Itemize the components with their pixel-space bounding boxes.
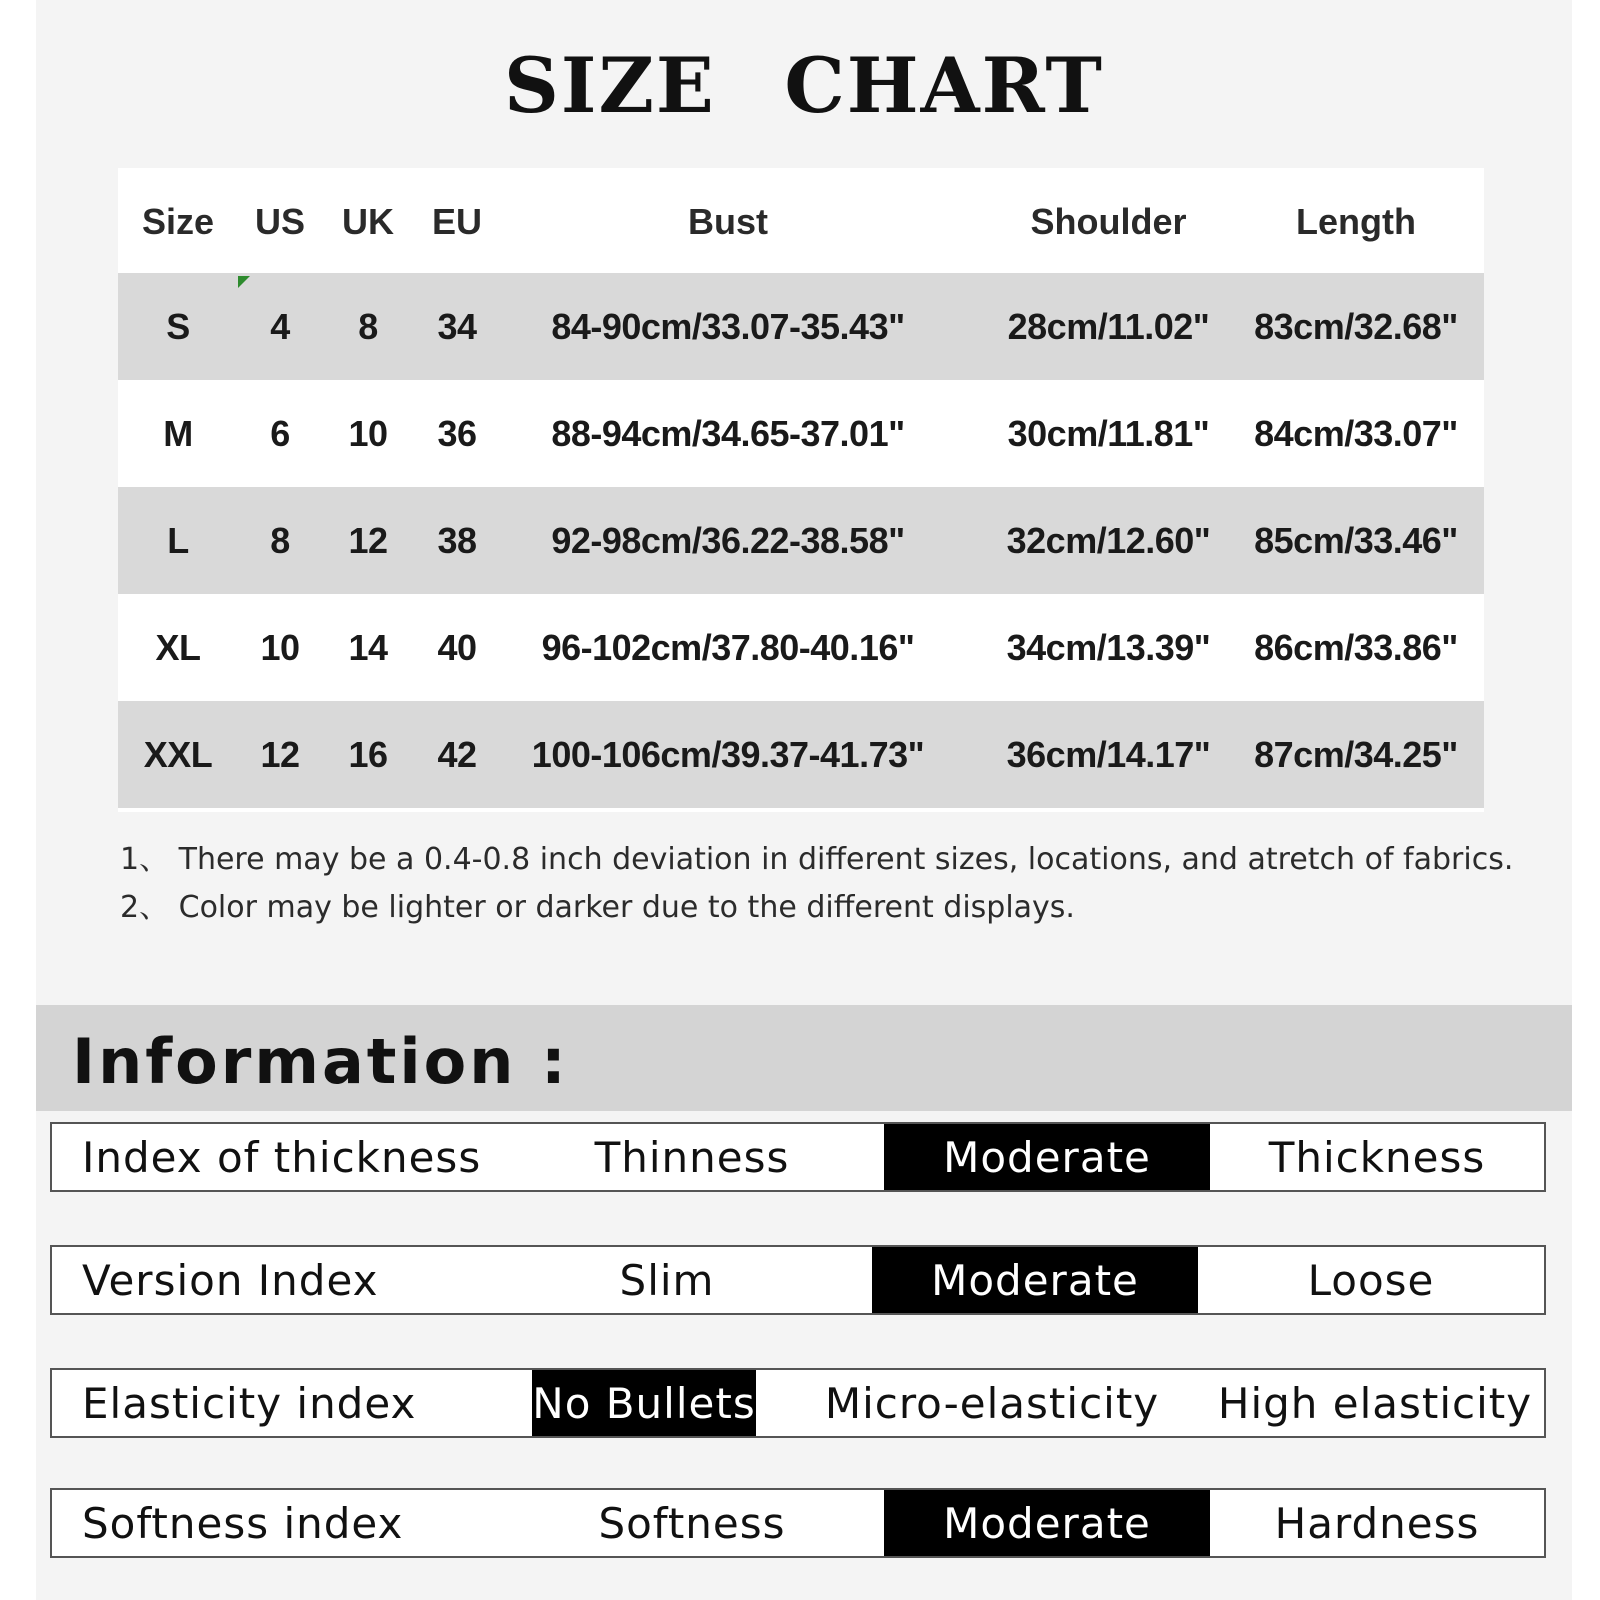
cell-eu: 42	[437, 733, 477, 775]
cell-eu: 38	[437, 519, 477, 561]
info-option: Hardness	[1274, 1498, 1480, 1548]
cell-length: 83cm/32.68"	[1254, 305, 1458, 347]
size-chart-title: SIZE CHART	[504, 41, 1104, 130]
cell-us: 12	[260, 733, 300, 775]
cell-uk: 12	[348, 519, 388, 561]
cell-bust: 100-106cm/39.37-41.73"	[531, 733, 925, 775]
table-header-row	[118, 168, 1484, 275]
info-option-selected: Moderate	[872, 1247, 1198, 1313]
header-length: Length	[1296, 200, 1416, 242]
info-option: Slim	[619, 1255, 715, 1305]
info-label: Version Index	[82, 1255, 379, 1305]
cell-bust: 84-90cm/33.07-35.43"	[551, 305, 905, 347]
cell-uk: 10	[348, 412, 388, 454]
size-table	[118, 168, 1484, 812]
header-uk: UK	[342, 200, 394, 242]
cell-shoulder: 36cm/14.17"	[1006, 733, 1211, 775]
cell-length: 85cm/33.46"	[1254, 519, 1458, 561]
cell-bust: 92-98cm/36.22-38.58"	[551, 519, 905, 561]
cell-length: 87cm/34.25"	[1254, 733, 1458, 775]
info-option-selected: Moderate	[884, 1124, 1210, 1190]
cell-us: 8	[270, 519, 290, 561]
cell-size: M	[163, 412, 193, 454]
note-1: 1、 There may be a 0.4-0.8 inch deviation in different sizes, locations, and atretch of fabrics.	[120, 842, 1514, 877]
cell-shoulder: 28cm/11.02"	[1007, 305, 1210, 347]
information-title: Information :	[72, 1025, 569, 1098]
cell-bust: 96-102cm/37.80-40.16"	[541, 626, 915, 668]
info-row-version	[50, 1245, 1546, 1315]
info-option: Micro-elasticity	[824, 1378, 1160, 1428]
info-option: Loose	[1307, 1255, 1435, 1305]
table-row	[118, 487, 1484, 594]
info-row-elasticity	[50, 1368, 1546, 1438]
header-us: US	[254, 200, 305, 242]
cell-size: XL	[155, 626, 201, 668]
cell-eu: 40	[437, 626, 477, 668]
header-size: Size	[141, 200, 215, 242]
cell-shoulder: 34cm/13.39"	[1006, 626, 1211, 668]
info-option: Thickness	[1268, 1132, 1486, 1182]
notes	[120, 836, 1513, 932]
cell-us: 10	[260, 626, 300, 668]
info-row-thickness	[50, 1122, 1546, 1192]
cell-eu: 34	[437, 305, 477, 347]
cell-size: L	[167, 519, 189, 561]
cell-uk: 16	[348, 733, 388, 775]
info-option: Thinness	[594, 1132, 790, 1182]
cell-uk: 14	[348, 626, 388, 668]
cell-shoulder: 30cm/11.81"	[1007, 412, 1210, 454]
cell-uk: 8	[358, 305, 378, 347]
cell-us: 6	[270, 412, 290, 454]
cell-size: XXL	[143, 733, 213, 775]
cell-eu: 36	[437, 412, 477, 454]
info-label: Index of thickness	[82, 1132, 482, 1182]
note-2: 2、 Color may be lighter or darker due to the different displays.	[120, 890, 1075, 925]
info-label: Softness index	[82, 1498, 404, 1548]
header-shoulder: Shoulder	[1030, 200, 1187, 242]
info-option: Softness	[598, 1498, 786, 1548]
cell-length: 84cm/33.07"	[1254, 412, 1458, 454]
cell-length: 86cm/33.86"	[1254, 626, 1458, 668]
info-label: Elasticity index	[82, 1378, 417, 1428]
table-row	[118, 380, 1484, 487]
table-row	[118, 701, 1484, 808]
info-option: High elasticity	[1217, 1378, 1533, 1428]
cell-bust: 88-94cm/34.65-37.01"	[551, 412, 905, 454]
header-bust: Bust	[688, 200, 768, 242]
info-row-softness	[50, 1488, 1546, 1558]
green-corner-mark	[238, 276, 250, 288]
info-option-selected: Moderate	[884, 1490, 1210, 1556]
header-eu: EU	[431, 200, 482, 242]
cell-size: S	[166, 305, 190, 347]
table-row	[118, 594, 1484, 701]
cell-shoulder: 32cm/12.60"	[1006, 519, 1211, 561]
info-option-selected: No Bullets	[532, 1370, 756, 1436]
cell-us: 4	[270, 305, 290, 347]
table-row	[118, 273, 1484, 380]
